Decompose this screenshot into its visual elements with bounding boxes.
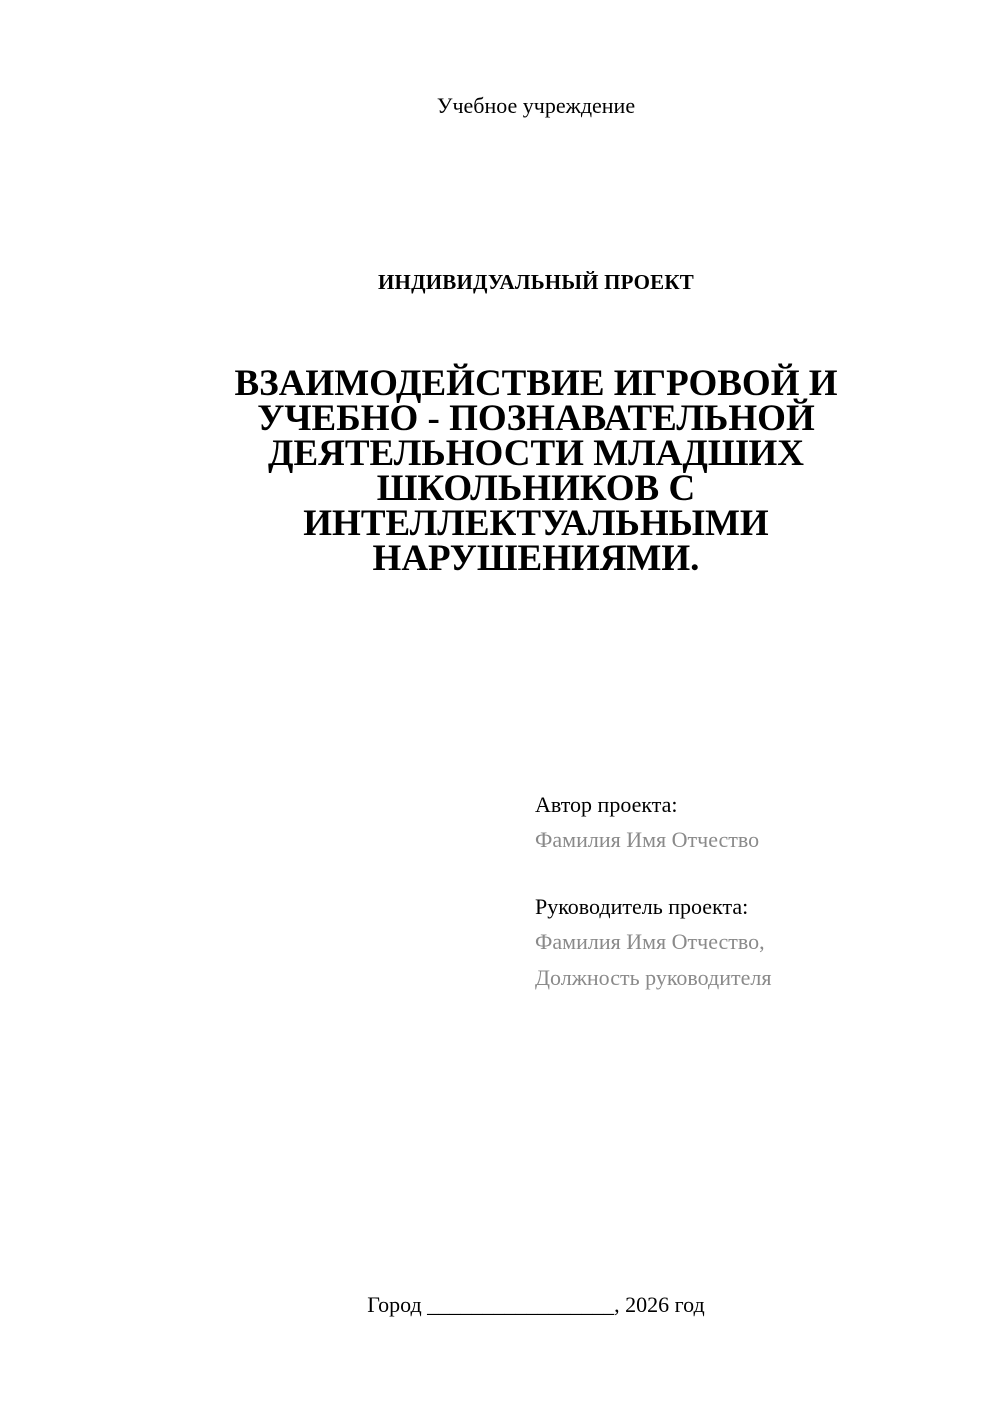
- project-title-line: НАРУШЕНИЯМИ.: [372, 538, 700, 579]
- supervisor-label: Руководитель проекта:: [535, 894, 749, 919]
- institution-name: Учебное учреждение: [436, 93, 636, 118]
- city-year-line: Город _________________, 2026 год: [367, 1292, 705, 1317]
- supervisor-name-placeholder: Фамилия Имя Отчество,: [535, 929, 765, 954]
- author-label: Автор проекта:: [535, 792, 678, 817]
- credits-spacer: [535, 858, 975, 890]
- supervisor-position-placeholder: Должность руководителя: [535, 965, 772, 990]
- project-title-line: УЧЕБНО - ПОЗНАВАТЕЛЬНОЙ: [257, 398, 815, 439]
- project-title: [200, 363, 872, 579]
- document-type: ИНДИВИДУАЛЬНЫЙ ПРОЕКТ: [378, 270, 694, 294]
- project-title-line: ИНТЕЛЛЕКТУАЛЬНЫМИ: [303, 503, 769, 544]
- project-credits: [535, 788, 975, 996]
- author-name-placeholder: Фамилия Имя Отчество: [535, 827, 760, 852]
- project-title-line: ДЕЯТЕЛЬНОСТИ МЛАДШИХ: [268, 433, 804, 474]
- project-title-line: ШКОЛЬНИКОВ С: [376, 468, 696, 509]
- project-title-line: ВЗАИМОДЕЙСТВИЕ ИГРОВОЙ И: [234, 363, 838, 404]
